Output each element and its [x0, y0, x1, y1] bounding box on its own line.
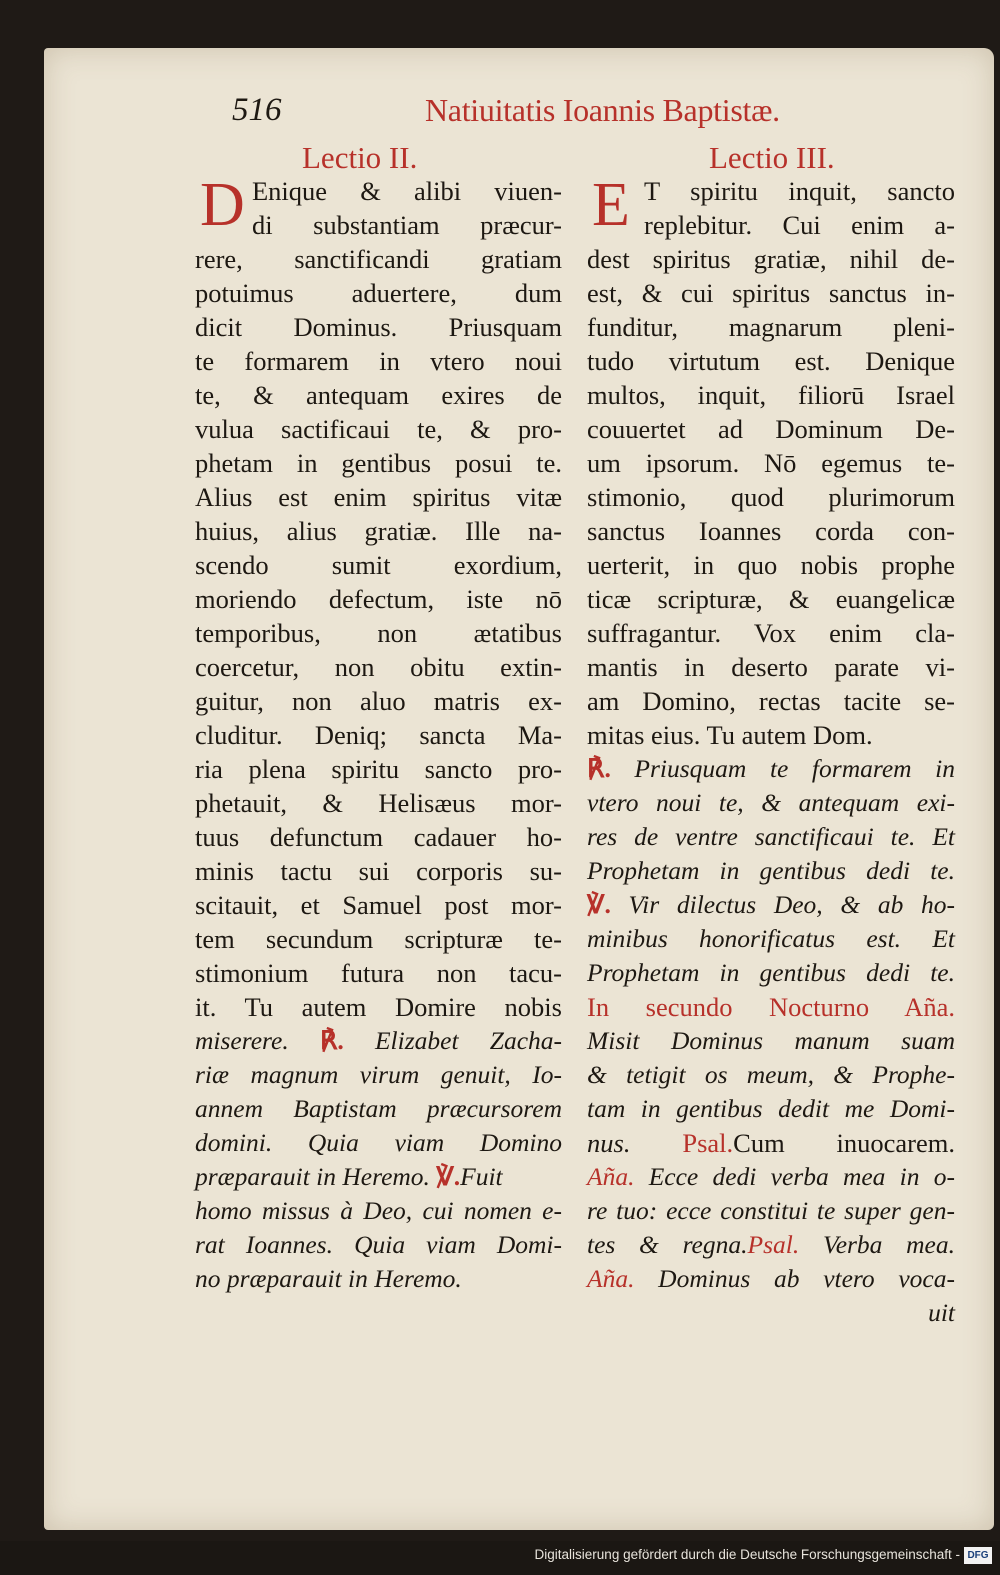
text-span: stimonio, quod plurimorum: [587, 482, 955, 512]
text-line: [587, 922, 955, 956]
catchword: uit: [928, 1298, 955, 1327]
text-line: [587, 1160, 955, 1194]
versicle-symbol: ℣.: [436, 1162, 461, 1191]
text-line: [195, 752, 562, 786]
text-line: [587, 718, 955, 752]
text-span: cluditur. Deniq; sancta Ma-: [195, 720, 562, 750]
text-line: [587, 616, 955, 650]
page-number: 516: [232, 92, 282, 128]
text-span: vtero noui te, & antequam exi-: [587, 788, 955, 817]
text-line: [587, 446, 955, 480]
text-span: Alius est enim spiritus vitæ: [195, 482, 562, 512]
text-span: rere, sanctificandi gratiam: [195, 244, 562, 274]
text-span: te, & antequam exires de: [195, 380, 562, 410]
text-line: [195, 1160, 562, 1194]
text-span: te formarem in vtero noui: [195, 346, 562, 376]
text-span: tuus defunctum cadauer ho-: [195, 822, 562, 852]
text-line: [587, 514, 955, 548]
text-span: mitas eius. Tu autem Dom.: [587, 720, 873, 750]
text-line: [195, 616, 562, 650]
text-line: [587, 956, 955, 990]
text-line: [587, 1126, 955, 1160]
text-line: [195, 310, 562, 344]
text-span: & tetigit os meum, & Prophe-: [587, 1060, 955, 1089]
text-line: [195, 344, 562, 378]
text-line: [587, 242, 955, 276]
page-header: [0, 92, 1000, 132]
text-line: [195, 446, 562, 480]
text-span: mantis in deserto parate vi-: [587, 652, 955, 682]
text-span: homo missus à Deo, cui nomen e-: [195, 1196, 562, 1225]
text-span: potuimus aduertere, dum: [195, 278, 562, 308]
text-span: no præparauit in Heremo.: [195, 1264, 462, 1293]
text-line: [587, 1262, 955, 1296]
text-line: [587, 412, 955, 446]
text-span: uerterit, in quo nobis prophe: [587, 550, 955, 580]
text-line: [587, 1194, 955, 1228]
psalm-label: Psal.: [747, 1230, 800, 1259]
text-span: dicit Dominus. Priusquam: [195, 312, 562, 342]
text-line: [195, 922, 562, 956]
text-line: [587, 990, 955, 1024]
text-span: riæ magnum virum genuit, Io-: [195, 1060, 562, 1089]
text-line: [587, 854, 955, 888]
text-span: vulua sactificaui te, & pro-: [195, 414, 562, 444]
text-line: [587, 582, 955, 616]
text-span: Priusquam te formarem in: [634, 754, 955, 783]
text-span: sanctus Ioannes corda con-: [587, 516, 955, 546]
lectio-heading: Lectio II.: [302, 140, 418, 175]
lectio-heading: Lectio III.: [709, 140, 835, 175]
text-span: dest spiritus gratiæ, nihil de-: [587, 244, 955, 274]
text-span: Prophetam in gentibus dedi te.: [587, 958, 955, 987]
text-line: [587, 1092, 955, 1126]
drop-initial: D: [200, 171, 245, 239]
running-title: Natiuitatis Ioannis Baptistæ.: [425, 92, 780, 128]
text-line: [587, 310, 955, 344]
text-span: phetauit, & Helisæus mor-: [195, 788, 562, 818]
text-line: [587, 1058, 955, 1092]
text-span: est, & cui spiritus sanctus in-: [587, 278, 955, 308]
text-span: moriendo defectum, iste nō: [195, 584, 562, 614]
text-span: tudo virtutum est. Denique: [587, 346, 955, 376]
text-span: ria plena spiritu sancto pro-: [195, 754, 562, 784]
text-span: rat Ioannes. Quia viam Domi-: [195, 1230, 562, 1259]
text-span: Dominus ab vtero voca-: [658, 1264, 955, 1293]
text-line: [195, 1228, 562, 1262]
text-line: [195, 514, 562, 548]
text-span: Enique & alibi viuen-: [252, 176, 562, 206]
drop-initial: E: [592, 171, 630, 239]
text-span: funditur, magnarum pleni-: [587, 312, 955, 342]
text-span: tem secundum scripturæ te-: [195, 924, 562, 954]
text-line: [587, 684, 955, 718]
text-span: tam in gentibus dedit me Domi-: [587, 1094, 955, 1123]
text-span: T spiritu inquit, sancto: [644, 176, 955, 206]
text-line: [195, 548, 562, 582]
text-line: [644, 174, 955, 208]
text-span: guitur, non aluo matris ex-: [195, 686, 562, 716]
responsory-symbol: ℟.: [319, 1026, 344, 1055]
text-line: [195, 854, 562, 888]
text-span: suffragantur. Vox enim cla-: [587, 618, 955, 648]
italic-text: nus.: [587, 1128, 631, 1158]
text-line: [195, 412, 562, 446]
antiphon-label: Aña.: [587, 1162, 635, 1191]
text-line: [195, 990, 562, 1024]
text-line: [252, 174, 562, 208]
text-span: it. Tu autem Domire nobis: [195, 992, 562, 1022]
text-span: Ecce dedi verba mea in o-: [648, 1162, 955, 1191]
text-line: [587, 480, 955, 514]
text-span: minibus honorificatus est. Et: [587, 924, 955, 953]
text-span: phetam in gentibus posui te.: [195, 448, 562, 478]
text-span: Fuit: [460, 1162, 503, 1191]
text-span: um ipsorum. Nō egemus te-: [587, 448, 955, 478]
text-line: [587, 820, 955, 854]
text-span: præparauit in Heremo.: [195, 1162, 430, 1191]
text-span: scitauit, et Samuel post mor-: [195, 890, 562, 920]
text-line: [587, 276, 955, 310]
text-line: [195, 480, 562, 514]
text-span: replebitur. Cui enim a-: [644, 210, 955, 240]
text-line: [195, 786, 562, 820]
text-line: [195, 1058, 562, 1092]
text-span: domini. Quia viam Domino: [195, 1128, 562, 1157]
text-line: [195, 820, 562, 854]
text-span: di substantiam præcur-: [252, 210, 562, 240]
text-span: couuertet ad Dominum De-: [587, 414, 955, 444]
text-span: multos, inquit, filiorū Israel: [587, 380, 955, 410]
text-line: [195, 242, 562, 276]
text-line: [587, 650, 955, 684]
responsory-symbol: ℟.: [587, 754, 611, 783]
text-line: [587, 786, 955, 820]
text-line: [587, 378, 955, 412]
text-line: [587, 548, 955, 582]
text-line: [644, 208, 955, 242]
text-line: [587, 1228, 955, 1262]
italic-text: Elizabet Zacha-: [374, 1026, 563, 1055]
text-line: [587, 888, 955, 922]
antiphon-label: Aña.: [587, 1264, 635, 1293]
text-line: [195, 718, 562, 752]
text-span: am Domino, rectas tacite se-: [587, 686, 955, 716]
dfg-logo: DFG: [964, 1547, 992, 1564]
text-span: coercetur, non obitu extin-: [195, 652, 562, 682]
versicle-symbol: ℣.: [587, 890, 611, 919]
text-span: temporibus, non ætatibus: [195, 618, 562, 648]
text-line: [195, 1126, 562, 1160]
text-span: tes & regna.: [587, 1230, 748, 1259]
roman-text: Cum inuocarem.: [733, 1128, 956, 1158]
text-line: [587, 752, 955, 786]
text-span: stimonium futura non tacu-: [195, 958, 562, 988]
text-span: Verba mea.: [822, 1230, 955, 1259]
text-span: res de ventre sanctificaui te. Et: [587, 822, 955, 851]
text-line: [195, 378, 562, 412]
text-line: [587, 1024, 955, 1058]
text-line: [195, 1194, 562, 1228]
text-span: Vir dilectus Deo, & ab ho-: [628, 890, 955, 919]
text-line: [195, 650, 562, 684]
text-span: miserere.: [195, 1026, 289, 1055]
text-span: Prophetam in gentibus dedi te.: [587, 856, 955, 885]
text-line: [587, 344, 955, 378]
text-line: [195, 582, 562, 616]
funding-note: Digitalisierung gefördert durch die Deutsche Forschungsgemeinschaft -: [534, 1547, 960, 1562]
text-line: [195, 684, 562, 718]
text-span: Misit Dominus manum suam: [587, 1026, 955, 1055]
text-line: [195, 888, 562, 922]
text-line: [195, 956, 562, 990]
text-span: minis tactu sui corporis su-: [195, 856, 562, 886]
text-span: ticæ scripturæ, & euangelicæ: [587, 584, 955, 614]
text-span: re tuo: ecce constitui te super gen-: [587, 1196, 955, 1225]
text-line: [195, 1262, 562, 1296]
text-line: [195, 1024, 562, 1058]
nocturn-heading: In secundo Nocturno Aña.: [587, 992, 955, 1022]
psalm-label: Psal.: [682, 1128, 734, 1158]
text-span: huius, alius gratiæ. Ille na-: [195, 516, 562, 546]
text-span: annem Baptistam præcursorem: [195, 1094, 562, 1123]
text-span: scendo sumit exordium,: [195, 550, 562, 580]
text-line: [252, 208, 562, 242]
text-line: [195, 1092, 562, 1126]
text-line: [195, 276, 562, 310]
